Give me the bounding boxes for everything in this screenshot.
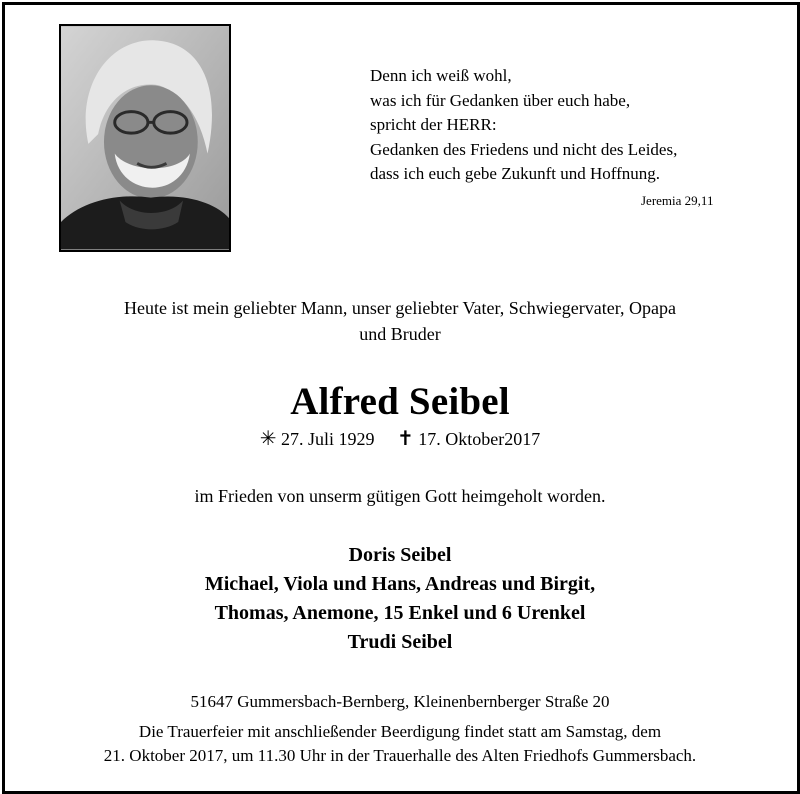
- death-date: 17. Oktober2017: [418, 429, 541, 449]
- mourner-line: Thomas, Anemone, 15 Enkel und 6 Urenkel: [214, 602, 586, 624]
- verse-line: dass ich euch gebe Zukunft und Hoffnung.: [370, 164, 661, 183]
- birth-date: 27. Juli 1929: [281, 429, 375, 449]
- verse-line: was ich für Gedanken über euch habe,: [370, 90, 631, 110]
- verse-line: Gedanken des Friedens und nicht des Leides,: [370, 139, 678, 159]
- birth-star-icon: ✳: [259, 428, 277, 450]
- funeral-service-info: [0, 720, 800, 768]
- mourner-line: Trudi Seibel: [347, 631, 453, 653]
- peace-text: im Frieden von unserm gütigen Gott heimgeholt worden.: [194, 486, 606, 506]
- mourner-line: Doris Seibel: [348, 544, 452, 566]
- intro-line: und Bruder: [359, 324, 441, 344]
- intro-line: Heute ist mein geliebter Mann, unser geliebter Vater, Schwiegervater, Opapa: [123, 298, 677, 318]
- bible-verse: [370, 64, 770, 187]
- death-cross-icon: ✝: [397, 428, 414, 450]
- portrait-photo: [59, 24, 231, 252]
- mourners-list: [0, 541, 800, 657]
- verse-reference: Jeremia 29,11: [641, 193, 714, 208]
- intro-text: [0, 295, 800, 347]
- service-line: 21. Oktober 2017, um 11.30 Uhr in der Trauerhalle des Alten Friedhofs Gummersbach.: [103, 746, 697, 765]
- deceased-name: Alfred Seibel: [290, 380, 510, 423]
- service-line: Die Trauerfeier mit anschließender Beerdigung findet statt am Samstag, dem: [138, 722, 662, 741]
- address: 51647 Gummersbach-Bernberg, Kleinenbernberger Straße 20: [190, 692, 610, 711]
- mourner-line: Michael, Viola und Hans, Andreas und Birgit,: [204, 573, 596, 595]
- verse-line: spricht der HERR:: [370, 115, 497, 134]
- life-dates: [0, 427, 800, 451]
- verse-line: Denn ich weiß wohl,: [370, 66, 512, 85]
